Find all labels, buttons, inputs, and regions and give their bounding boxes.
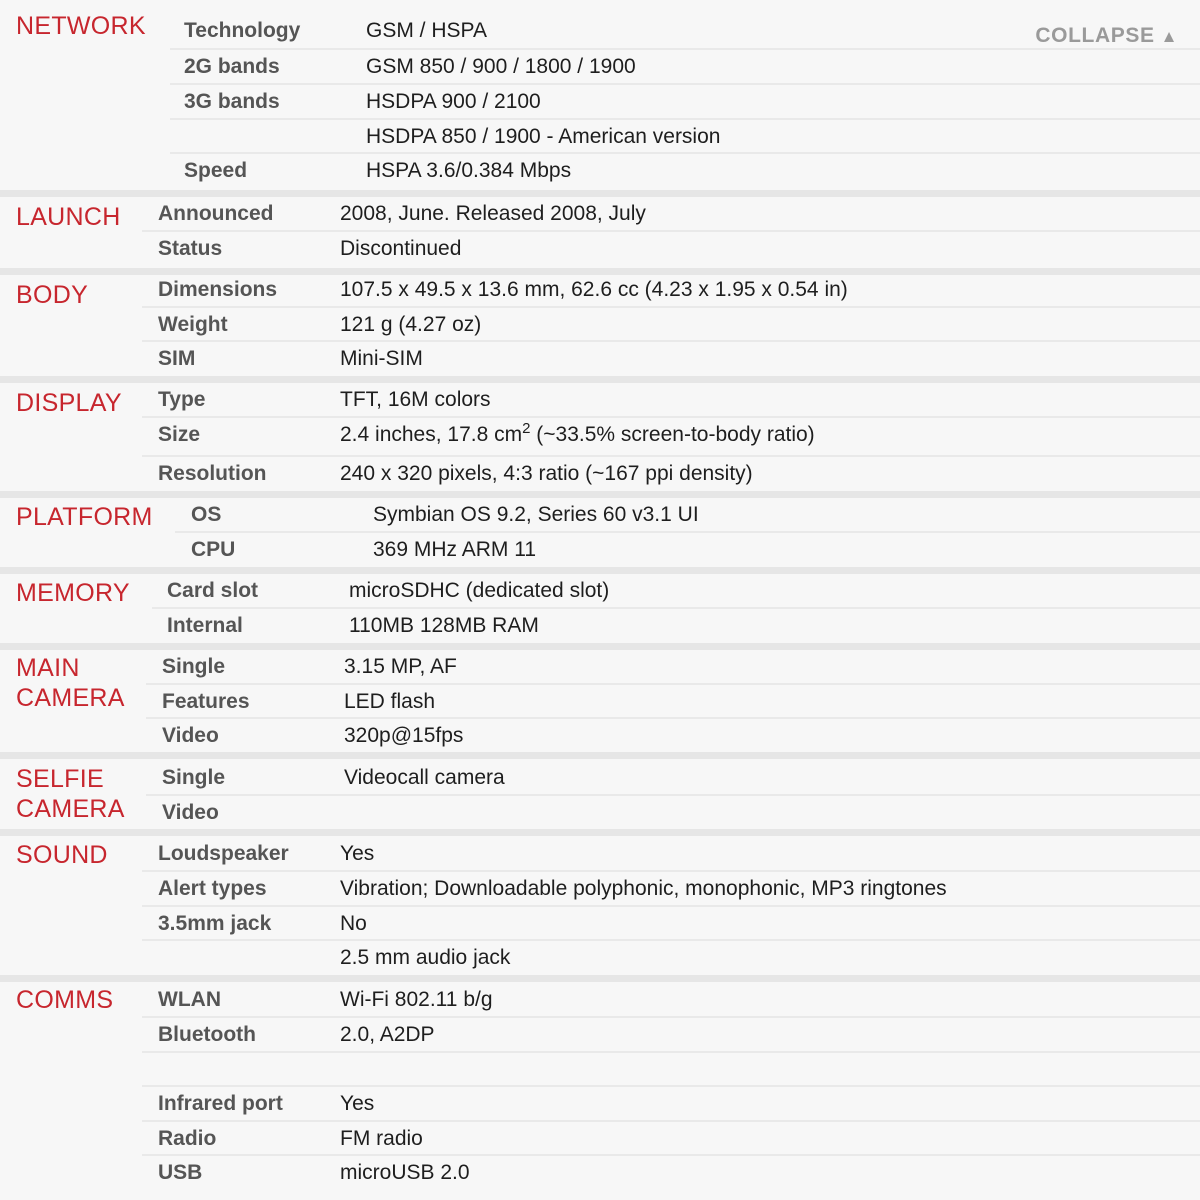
spec-row	[0, 1052, 1200, 1087]
spec-label: Technology	[184, 19, 301, 42]
spec-row	[0, 13, 1200, 48]
spec-label: CPU	[191, 538, 236, 561]
spec-row	[0, 497, 1200, 532]
spec-row	[0, 982, 1200, 1017]
spec-value: No	[340, 912, 367, 935]
spec-label: Single	[162, 655, 226, 678]
spec-value: microSDHC (dedicated slot)	[349, 579, 610, 602]
spec-row	[0, 608, 1200, 643]
spec-label: Features	[162, 690, 250, 713]
section-divider	[0, 829, 1200, 836]
spec-value: Yes	[340, 842, 375, 865]
spec-value: 3.15 MP, AF	[344, 655, 457, 678]
spec-value: GSM / HSPA	[366, 19, 487, 42]
spec-value: HSDPA 900 / 2100	[366, 90, 541, 113]
spec-label: Alert types	[158, 877, 267, 900]
spec-row	[0, 573, 1200, 608]
spec-label: Resolution	[158, 462, 267, 485]
spec-value: 110MB 128MB RAM	[349, 614, 539, 637]
spec-label: Dimensions	[158, 278, 278, 301]
spec-row	[0, 49, 1200, 84]
spec-label: Infrared port	[158, 1092, 283, 1115]
spec-row	[0, 532, 1200, 567]
spec-label: Loudspeaker	[158, 842, 289, 865]
spec-value: 320p@15fps	[344, 724, 464, 747]
section-platform	[0, 491, 1200, 567]
spec-label: Bluetooth	[158, 1023, 256, 1046]
spec-value: HSDPA 850 / 1900 - American version	[366, 125, 721, 148]
spec-row	[0, 307, 1200, 342]
spec-label: Video	[162, 724, 219, 747]
spec-value: Videocall camera	[344, 766, 505, 789]
spec-row	[0, 795, 1200, 830]
spec-value: 2008, June. Released 2008, July	[340, 202, 646, 225]
spec-value: 107.5 x 49.5 x 13.6 mm, 62.6 cc (4.23 x 1.95 x 0.54 in)	[340, 278, 848, 301]
spec-value: HSPA 3.6/0.384 Mbps	[366, 159, 572, 182]
spec-label: Video	[162, 801, 219, 824]
section-memory	[0, 567, 1200, 643]
spec-label: Type	[158, 388, 206, 411]
superscript: 2	[522, 420, 531, 437]
spec-row	[0, 906, 1200, 941]
section-title: LAUNCH	[16, 203, 121, 231]
spec-value: Discontinued	[340, 237, 462, 260]
section-title: MAIN CAMERA	[16, 654, 125, 712]
spec-value: microUSB 2.0	[340, 1161, 470, 1184]
spec-label: 3G bands	[184, 90, 280, 113]
collapse-button[interactable]	[1035, 24, 1178, 48]
spec-row	[0, 836, 1200, 871]
section-title: DISPLAY	[16, 389, 122, 417]
section-divider	[0, 752, 1200, 759]
spec-label: Internal	[167, 614, 243, 637]
section-display	[0, 376, 1200, 491]
spec-row	[0, 341, 1200, 376]
spec-row	[0, 940, 1200, 975]
spec-row	[0, 1017, 1200, 1052]
spec-value: 240 x 320 pixels, 4:3 ratio (~167 ppi density)	[340, 462, 753, 485]
collapse-label: COLLAPSE	[1035, 24, 1155, 47]
spec-value-suffix: (~33.5% screen-to-body ratio)	[530, 423, 815, 446]
spec-row	[0, 718, 1200, 753]
spec-label: Weight	[158, 313, 228, 336]
spec-row	[0, 649, 1200, 684]
spec-value: 121 g (4.27 oz)	[340, 313, 482, 336]
section-title: NETWORK	[16, 12, 146, 40]
spec-value: LED flash	[344, 690, 436, 713]
spec-label: Card slot	[167, 579, 259, 602]
spec-value: Symbian OS 9.2, Series 60 v3.1 UI	[373, 503, 699, 526]
section-launch	[0, 190, 1200, 268]
spec-row	[0, 684, 1200, 719]
spec-row	[0, 760, 1200, 795]
spec-row	[0, 417, 1200, 452]
section-title: BODY	[16, 281, 89, 309]
spec-value: TFT, 16M colors	[340, 388, 491, 411]
spec-value: FM radio	[340, 1127, 423, 1150]
section-title: MEMORY	[16, 579, 130, 607]
section-main-camera	[0, 643, 1200, 752]
spec-label: Announced	[158, 202, 274, 225]
spec-label: Status	[158, 237, 223, 260]
spec-value: Mini-SIM	[340, 347, 423, 370]
spec-label: 2G bands	[184, 55, 280, 78]
section-title: PLATFORM	[16, 503, 153, 531]
spec-label: OS	[191, 503, 222, 526]
section-comms	[0, 975, 1200, 1200]
spec-row	[0, 84, 1200, 119]
section-title: COMMS	[16, 986, 114, 1014]
section-divider	[0, 975, 1200, 982]
spec-label: Single	[162, 766, 226, 789]
spec-row	[0, 871, 1200, 906]
spec-row	[0, 272, 1200, 307]
spec-value: GSM 850 / 900 / 1800 / 1900	[366, 55, 636, 78]
spec-value: 2.5 mm audio jack	[340, 946, 511, 969]
spec-row	[0, 119, 1200, 154]
section-title: SELFIE CAMERA	[16, 765, 125, 823]
spec-value: Yes	[340, 1092, 375, 1115]
spec-value-text: 2.4 inches, 17.8 cm	[340, 423, 523, 446]
spec-label: USB	[158, 1161, 203, 1184]
spec-row	[0, 231, 1200, 266]
spec-label: SIM	[158, 347, 196, 370]
spec-row	[0, 382, 1200, 417]
spec-row	[0, 1086, 1200, 1121]
spec-value: Vibration; Downloadable polyphonic, monophonic, MP3 ringtones	[340, 877, 947, 900]
spec-value: 2.0, A2DP	[340, 1023, 435, 1046]
spec-value: 369 MHz ARM 11	[373, 538, 537, 561]
spec-row	[0, 196, 1200, 231]
section-title: SOUND	[16, 841, 108, 869]
spec-label: WLAN	[158, 988, 221, 1011]
triangle-up-icon: ▲	[1160, 27, 1178, 46]
section-sound	[0, 829, 1200, 975]
spec-value	[340, 417, 815, 452]
spec-row	[0, 1121, 1200, 1156]
spec-label: 3.5mm jack	[158, 912, 272, 935]
spec-label: Radio	[158, 1127, 217, 1150]
spec-label: Size	[158, 423, 201, 446]
spec-value: Wi-Fi 802.11 b/g	[340, 988, 493, 1011]
spec-row	[0, 1155, 1200, 1190]
spec-row	[0, 456, 1200, 491]
section-body	[0, 268, 1200, 376]
section-network	[0, 0, 1200, 190]
spec-label: Speed	[184, 159, 248, 182]
section-selfie-camera	[0, 752, 1200, 829]
spec-row	[0, 153, 1200, 188]
